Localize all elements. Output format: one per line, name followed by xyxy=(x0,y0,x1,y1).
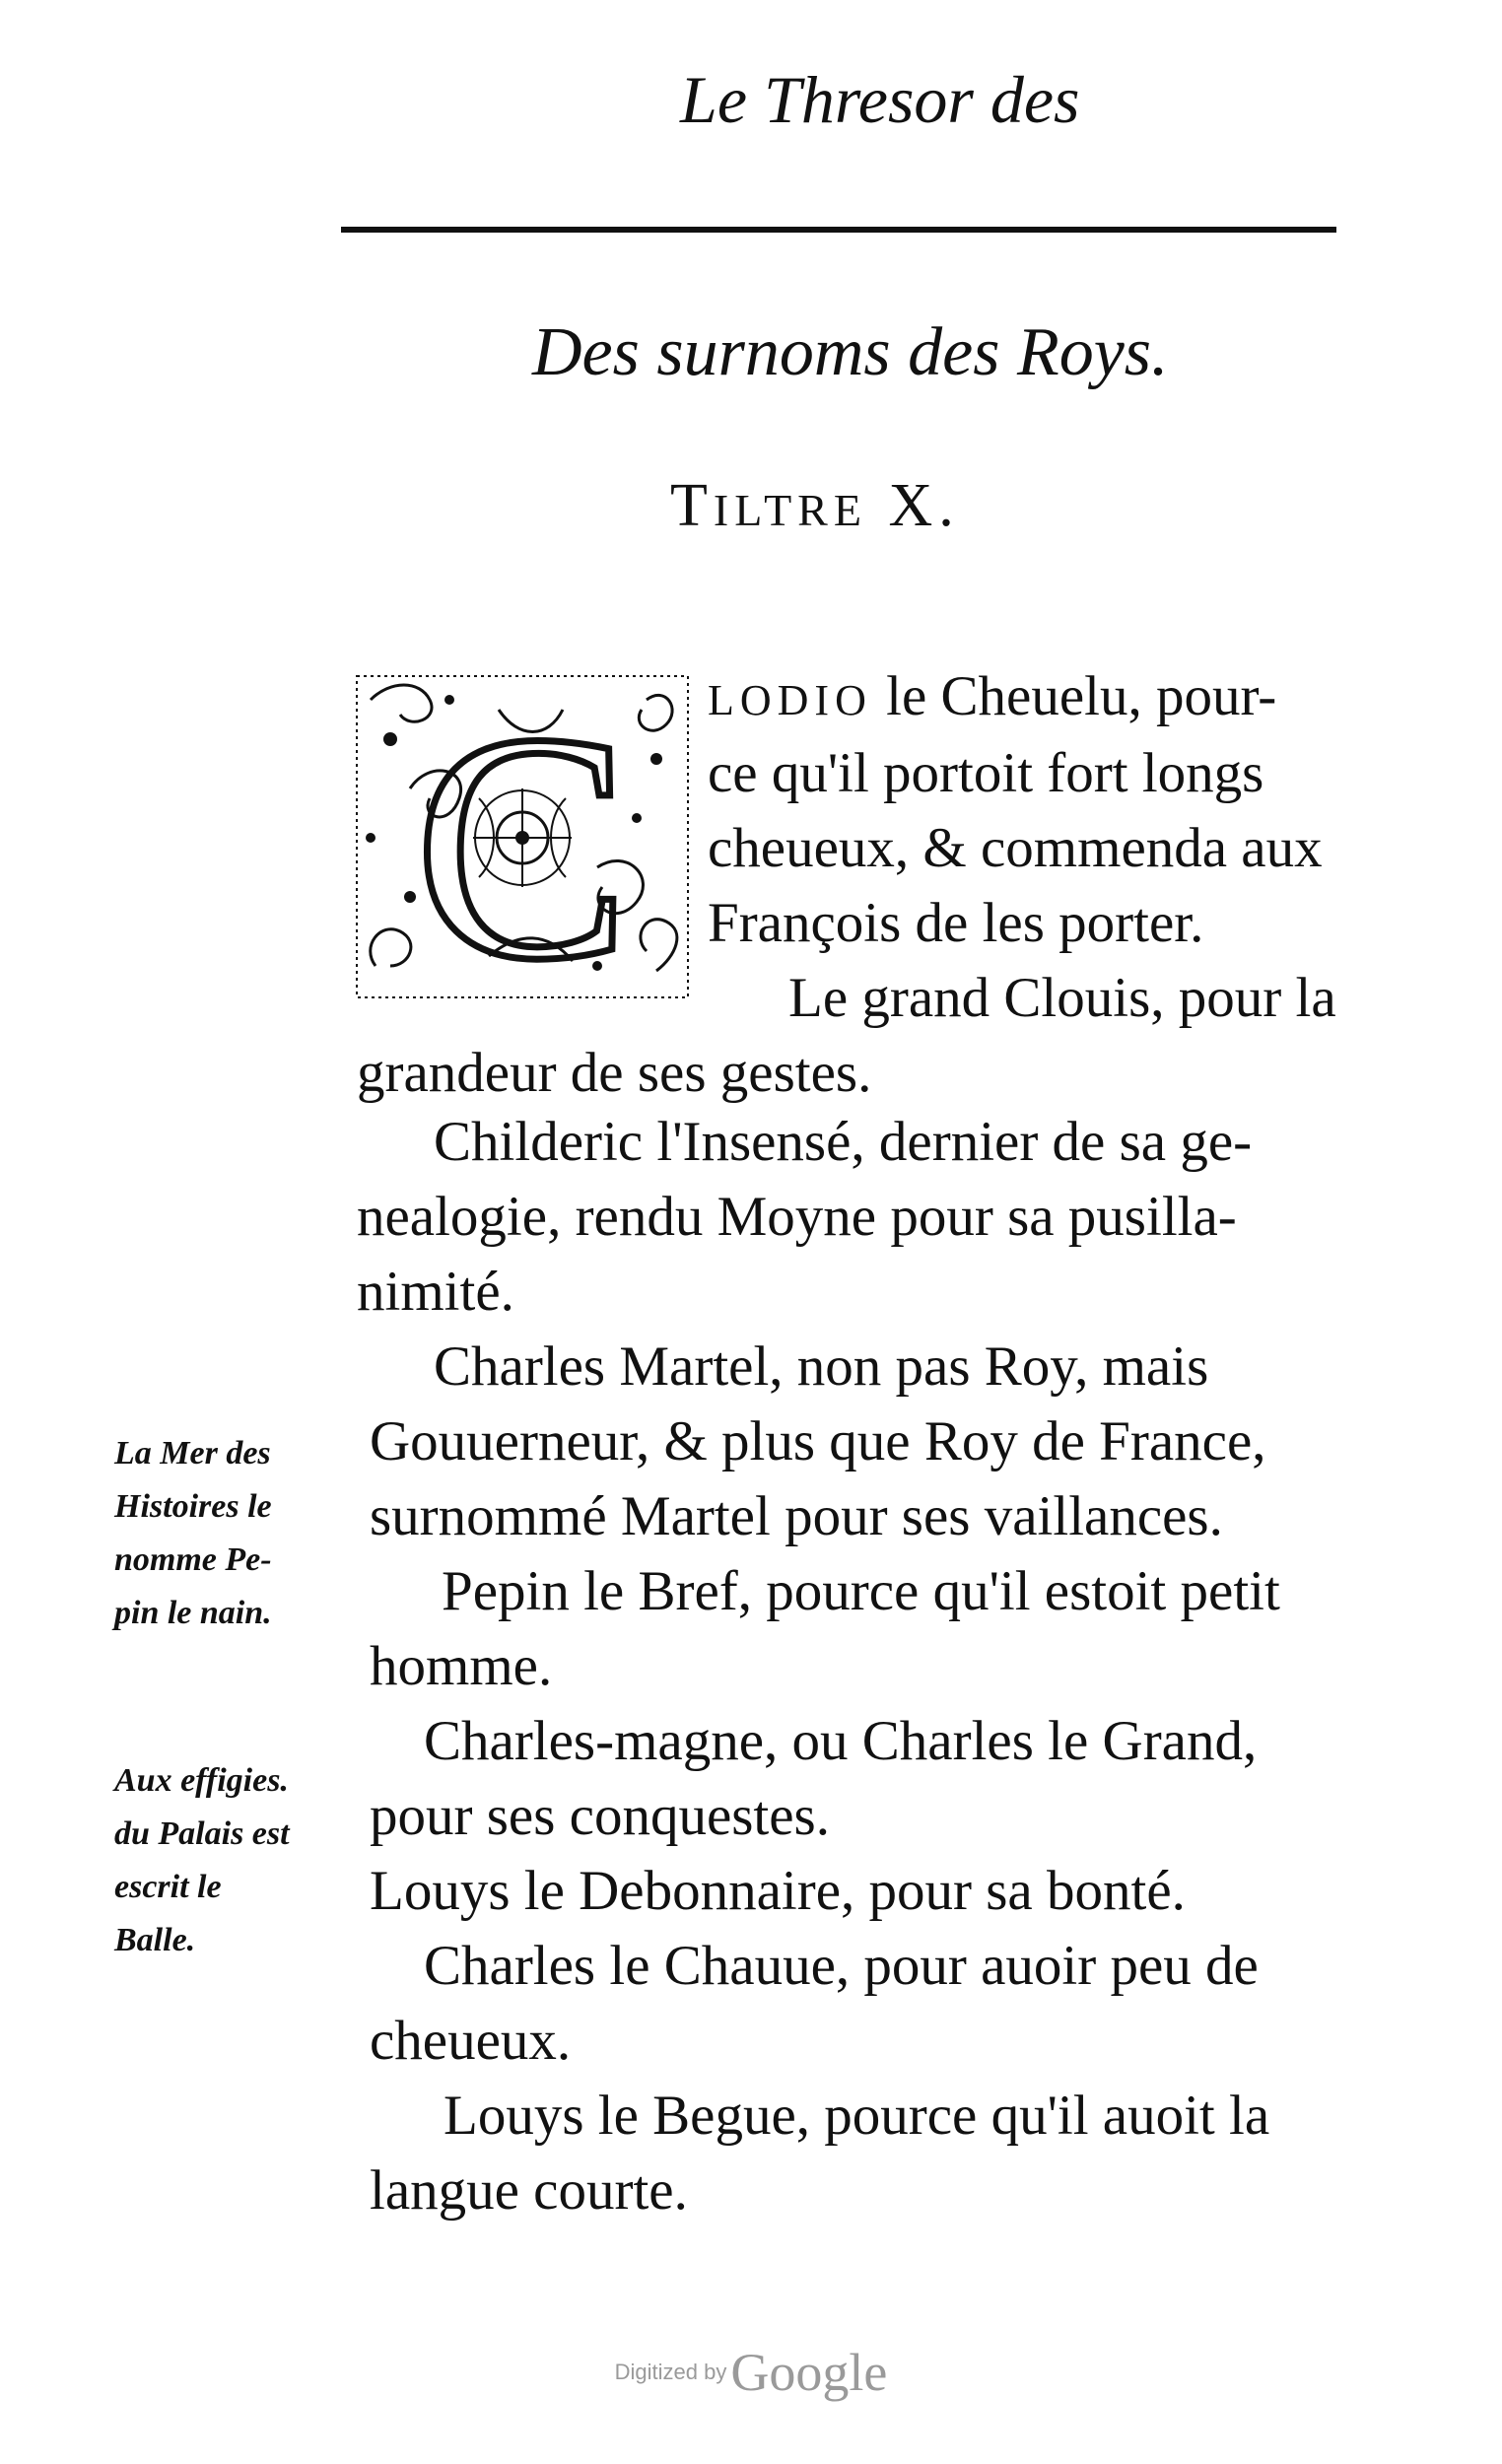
text-line: grandeur de ses gestes. xyxy=(357,1042,872,1104)
chapter-number-smallcaps: ILTRE xyxy=(713,485,867,535)
text-line: Childeric l'Insensé, dernier de sa ge- xyxy=(434,1111,1253,1173)
text-line: Louys le Begue, pource qu'il auoit la xyxy=(444,2085,1270,2147)
text-line: nimité. xyxy=(357,1261,514,1323)
decorated-initial xyxy=(351,670,694,1003)
margin-note-line: du Palais est xyxy=(114,1815,290,1852)
drop-cap-letter: C xyxy=(413,670,632,1003)
text-line: cheueux. xyxy=(370,2010,572,2072)
text-line: ce qu'il portoit fort longs xyxy=(708,742,1264,804)
text-line: homme. xyxy=(370,1635,553,1697)
header-rule xyxy=(341,227,1336,233)
running-head: Le Thresor des xyxy=(680,62,1080,137)
text-line: cheueux, & commenda aux xyxy=(708,817,1323,879)
margin-note-line: escrit le xyxy=(114,1869,222,1905)
text-line: nealogie, rendu Moyne pour sa pusilla- xyxy=(357,1186,1237,1248)
margin-note-line: Aux effigies. xyxy=(114,1762,289,1799)
text-line: Charles-magne, ou Charles le Grand, xyxy=(424,1710,1258,1772)
text-line: surnommé Martel pour ses vaillances. xyxy=(370,1485,1223,1547)
text-line: Gouuerneur, & plus que Roy de France, xyxy=(370,1410,1266,1472)
chapter-title: Des surnoms des Roys. xyxy=(532,314,1169,390)
margin-note-line: Histoires le xyxy=(114,1488,272,1525)
margin-note-line: Balle. xyxy=(114,1922,196,1958)
text-line: Charles Martel, non pas Roy, mais xyxy=(434,1335,1209,1398)
text-line: LODIO le Cheuelu, pour- xyxy=(708,665,1277,727)
margin-note-line: pin le nain. xyxy=(114,1595,272,1631)
digitized-by-watermark xyxy=(0,2342,1502,2403)
text-line: langue courte. xyxy=(370,2159,688,2222)
chapter-number-prefix: T xyxy=(670,472,714,539)
margin-note-line: nomme Pe- xyxy=(114,1541,272,1578)
first-word: LODIO xyxy=(708,676,872,724)
margin-note-line: La Mer des xyxy=(114,1435,271,1472)
google-logo: Google xyxy=(730,2343,888,2402)
text-line: Louys le Debonnaire, pour sa bonté. xyxy=(370,1860,1186,1922)
text-line: Pepin le Bref, pource qu'il estoit petit xyxy=(442,1560,1280,1622)
digitized-by-label: Digitized by xyxy=(614,2360,727,2384)
chapter-number-suffix: X. xyxy=(888,472,960,539)
text-line: Charles le Chauue, pour auoir peu de xyxy=(424,1935,1259,1997)
text-line: Le grand Clouis, pour la xyxy=(788,967,1336,1029)
text-line: pour ses conquestes. xyxy=(370,1785,830,1847)
chapter-number xyxy=(670,471,960,541)
text-line: François de les porter. xyxy=(708,892,1204,954)
